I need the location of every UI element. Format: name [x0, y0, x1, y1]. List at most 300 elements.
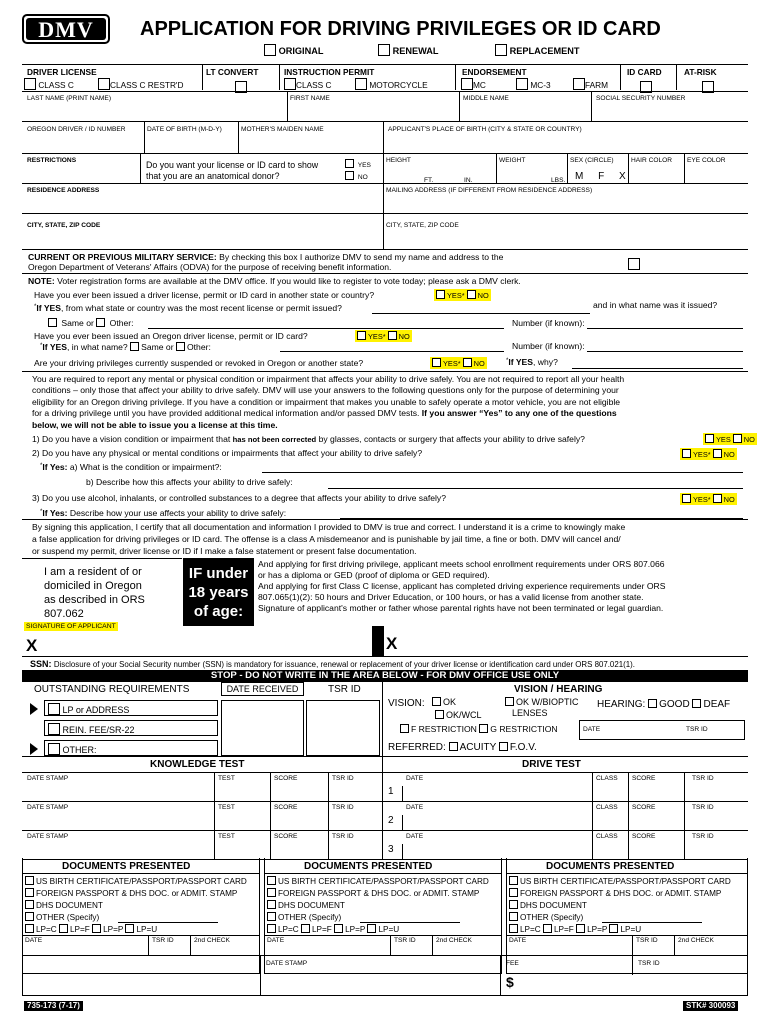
under18-l2: 18 years [188, 584, 249, 601]
certify-l3: or suspend my permit, driver license or ID if I make a false statement or present false documentation. [32, 546, 417, 556]
lpf-label: LP=F [312, 925, 332, 934]
sex-x[interactable]: X [619, 171, 632, 182]
tsr-id-box[interactable] [306, 700, 380, 756]
military-checkbox[interactable] [628, 258, 640, 270]
in-label: IN. [464, 177, 473, 184]
drive-test-number: 2 [388, 815, 394, 826]
history-q2-no: NO [398, 332, 410, 341]
class-c-label: CLASS C [38, 80, 74, 90]
office-use-banner: STOP - DO NOT WRITE IN THE AREA BELOW - FOR DMV OFFICE USE ONLY [22, 670, 748, 682]
med-q3-yes: YES* [693, 495, 711, 504]
eye-color-label: EYE COLOR [687, 157, 726, 164]
acuity-label: ACUITY [459, 742, 497, 753]
under18-r4: 807.065(1)(2): 50 hours and Driver Education, or 100 hours, or has a valid license from another state. [258, 592, 644, 602]
resident-l4: 807.062 [44, 608, 84, 620]
lp-checkbox[interactable] [48, 703, 60, 715]
q3b-star: * [506, 358, 509, 364]
resident-l3: as described in ORS [44, 594, 145, 606]
q1b-text: , from what state or country was the most recent license or permit issued? [61, 303, 342, 313]
lpu-checkbox[interactable] [609, 924, 618, 933]
fov-checkbox[interactable] [499, 742, 508, 751]
height-label: HEIGHT [386, 157, 411, 164]
med-q1-yes: YES [716, 435, 731, 444]
knowledge-test-col: TEST [218, 804, 235, 811]
med-q2-no: NO [723, 450, 735, 459]
farm-label: FARM [585, 80, 609, 90]
history-q2-no-checkbox[interactable] [388, 331, 397, 340]
weight-label: WEIGHT [499, 157, 526, 164]
q2b-bold: If YES [42, 342, 68, 352]
doc-date-label: DATE [509, 937, 527, 944]
lbs-label: LBS. [551, 177, 566, 184]
other-arrow [30, 743, 38, 755]
form-number: 735-173 (7-17) [24, 1001, 83, 1011]
knowledge-tsr-col: TSR ID [332, 775, 354, 782]
instruction-permit-label: INSTRUCTION PERMIT [284, 67, 375, 77]
sex-f[interactable]: F [598, 171, 611, 182]
parent-signature-x: X [386, 634, 398, 653]
doc-date-label: DATE [25, 937, 43, 944]
last-name-label: LAST NAME (PRINT NAME) [27, 95, 112, 102]
military-text: By checking this box I authorize DMV to send my name and address to the [216, 252, 504, 262]
med-q2-yes-checkbox[interactable] [682, 449, 691, 458]
ssn-input[interactable] [596, 104, 746, 119]
lpf-checkbox[interactable] [59, 924, 68, 933]
under-18-box [183, 558, 254, 626]
mc-checkbox[interactable] [461, 78, 473, 90]
drive-date-col: DATE [406, 775, 424, 782]
medical-q1c: by glasses, contacts or surgery that affects your ability to drive safely? [316, 434, 585, 444]
ft-label: FT. [424, 177, 434, 184]
resident-l1: I am a resident of or [44, 566, 142, 578]
medical-p5: below, we will not be able to issue you a license at this time. [32, 420, 278, 430]
q3b-bold: If YES [508, 357, 534, 367]
vision-bioptic-checkbox[interactable] [505, 697, 514, 706]
q2-other-label: Other: [186, 342, 211, 352]
other-doc-label: OTHER (Specify) [278, 913, 342, 922]
history-q3-yes: YES* [443, 359, 461, 368]
certify-l1: By signing this application, I certify that all documentation and information I provided to DMV is true and correct. I understand it is a crime to knowingly make [32, 522, 626, 532]
medical-p1: You are required to report any mental or physical condition or impairment that affects your ability to drive safely. You are not required to report all your health [32, 374, 625, 384]
history-q1-no-checkbox[interactable] [467, 290, 476, 299]
q1-same-checkbox[interactable] [48, 318, 57, 327]
drive-tsr-col: TSR ID [692, 833, 714, 840]
lpp-checkbox[interactable] [334, 924, 343, 933]
under18-l1: IF under [188, 565, 249, 582]
lpf-label: LP=F [70, 925, 90, 934]
q3-why-input[interactable] [572, 360, 743, 369]
other-doc-input[interactable] [602, 914, 702, 923]
under18-l3: of age: [193, 603, 244, 620]
at-risk-label: AT-RISK [684, 67, 717, 77]
class-c-checkbox[interactable] [24, 78, 36, 90]
lpf-checkbox[interactable] [301, 924, 310, 933]
history-q1-no: NO [477, 291, 489, 300]
original-label: ORIGINAL [278, 46, 324, 56]
sex-label: SEX (CIRCLE) [570, 157, 614, 164]
q1c-text: and in what name was it issued? [593, 300, 718, 310]
date-received-box[interactable] [221, 700, 304, 756]
outstanding-label: OUTSTANDING REQUIREMENTS [34, 684, 190, 695]
dob-input[interactable] [147, 136, 235, 151]
birthplace-input[interactable] [388, 136, 746, 151]
q1-number-label: Number (if known): [512, 318, 585, 328]
mailing-city-input[interactable] [388, 232, 746, 247]
vision-hearing-label: VISION / HEARING [514, 684, 603, 695]
vision-label: VISION: [388, 698, 425, 709]
history-q2: Have you ever been issued an Oregon driver license, permit or ID card? [34, 331, 308, 341]
drive-test-number: 3 [388, 844, 394, 855]
other-doc-input[interactable] [118, 914, 218, 923]
q1b-bold: If YES [36, 303, 62, 313]
history-q3: Are your driving privileges currently suspended or revoked in Oregon or another state? [34, 358, 364, 368]
dl-id-input[interactable] [24, 136, 142, 151]
medical-q1a: 1) Do you have a vision condition or impairment that [32, 434, 233, 444]
first-name-input[interactable] [290, 104, 455, 119]
military-bold: CURRENT OR PREVIOUS MILITARY SERVICE: [28, 252, 217, 262]
donor-question-2: that you are an anatomical donor? [146, 171, 280, 181]
f-restriction-checkbox[interactable] [400, 724, 409, 733]
other-doc-checkbox[interactable] [267, 912, 276, 921]
us-birth-checkbox[interactable] [267, 876, 276, 885]
doc-second-check-label: 2nd CHECK [678, 937, 714, 944]
dhs-doc-checkbox[interactable] [267, 900, 276, 909]
medical-p4: for a driving privilege until you have provided additional medical information and/or passed DMV tests. [32, 408, 422, 418]
fee-date-stamp-label: DATE STAMP [266, 960, 308, 967]
q2-other-checkbox[interactable] [176, 342, 185, 351]
vision-bioptic-label: OK W/BIOPTIC [516, 697, 579, 707]
referred-label: REFERRED: [388, 742, 446, 753]
med-q3a-input[interactable] [340, 510, 743, 519]
mc-label: MC [473, 80, 486, 90]
doc-tsr-label: TSR ID [152, 937, 174, 944]
med-q1-yes-checkbox[interactable] [705, 434, 714, 443]
parent-signature-input[interactable] [402, 634, 742, 654]
sex-options [575, 171, 632, 182]
q2-same-label: Same or [141, 342, 174, 352]
medical-q1b: has not been corrected [232, 435, 317, 444]
restrictions-label: RESTRICTIONS [27, 157, 77, 164]
other-doc-label: OTHER (Specify) [520, 913, 584, 922]
us-birth-checkbox[interactable] [509, 876, 518, 885]
history-q1-yes: YES* [447, 291, 465, 300]
tsr-id-label: TSR ID [328, 684, 361, 695]
maiden-name-input[interactable] [241, 136, 380, 151]
hearing-good-label: GOOD [659, 699, 690, 710]
doc-tsr-label: TSR ID [636, 937, 658, 944]
q2b-star: * [40, 343, 43, 349]
knowledge-test-col: TEST [218, 833, 235, 840]
dhs-doc-label: DHS DOCUMENT [278, 901, 345, 910]
fov-label: F.O.V. [509, 742, 537, 753]
residence-city-input[interactable] [24, 232, 379, 247]
donor-no-label: NO [357, 174, 368, 181]
rein-checkbox[interactable] [48, 723, 60, 735]
foreign-passport-label: FOREIGN PASSPORT & DHS DOC. or ADMIT. STAMP [36, 889, 238, 898]
under18-r5: Signature of applicant's mother or father whose parental rights have not been terminated or legal guardian. [258, 603, 664, 613]
signature-x: X [26, 636, 38, 655]
hearing-good-checkbox[interactable] [648, 699, 657, 708]
q2-number-input[interactable] [587, 343, 743, 352]
drive-test-number: 1 [388, 786, 394, 797]
donor-yes-checkbox[interactable] [345, 159, 354, 168]
q1-same-label: Same or [61, 318, 94, 328]
dl-label: DRIVER LICENSE [27, 67, 97, 77]
q1b-state-input[interactable] [372, 305, 590, 314]
foreign-passport-checkbox[interactable] [267, 888, 276, 897]
med-q2b-input[interactable] [328, 480, 743, 489]
other-doc-checkbox[interactable] [509, 912, 518, 921]
logo-text: DMV [26, 18, 106, 40]
motorcycle-label: MOTORCYCLE [369, 80, 428, 90]
drive-score-col: SCORE [632, 775, 656, 782]
drive-class-col: CLASS [596, 833, 618, 840]
q3b-text: , why? [533, 357, 558, 367]
other-req-checkbox[interactable] [48, 743, 60, 755]
sex-m[interactable]: M [575, 171, 590, 182]
dhs-doc-checkbox[interactable] [509, 900, 518, 909]
date-received-label: DATE RECEIVED [221, 682, 304, 696]
original-checkbox[interactable] [264, 44, 276, 56]
q1-other-input[interactable] [148, 320, 504, 329]
g-restriction-label: G RESTRICTION [490, 724, 558, 734]
q1-number-input[interactable] [587, 320, 743, 329]
knowledge-score-col: SCORE [274, 804, 298, 811]
knowledge-score-col: SCORE [274, 775, 298, 782]
knowledge-score-col: SCORE [274, 833, 298, 840]
vision-lenses-label: LENSES [512, 708, 548, 718]
vision-okwcl-label: OK/WCL [446, 710, 482, 720]
q1-other-checkbox[interactable] [96, 318, 105, 327]
middle-name-input[interactable] [463, 104, 587, 119]
vision-tsr-label: TSR ID [686, 726, 708, 733]
acuity-checkbox[interactable] [449, 742, 458, 751]
med-q3-ifyes: If Yes: [42, 508, 68, 518]
history-q3-no: NO [473, 359, 485, 368]
mc3-label: MC-3 [530, 80, 551, 90]
mailing-label: MAILING ADDRESS (IF DIFFERENT FROM RESIDENCE ADDRESS) [386, 187, 593, 194]
class-c-restr-checkbox[interactable] [98, 78, 110, 90]
maiden-name-label: MOTHER'S MAIDEN NAME [241, 126, 324, 133]
q1b-star: * [34, 304, 37, 310]
residence-input[interactable] [24, 196, 379, 211]
ip-class-c-label: CLASS C [296, 80, 332, 90]
under18-r3: And applying for first Class C license, applicant has completed driving experience requirements under ORS [258, 581, 666, 591]
fee-dollar: $ [506, 974, 514, 990]
lpu-checkbox[interactable] [125, 924, 134, 933]
drive-test-label: DRIVE TEST [522, 759, 581, 770]
lpu-checkbox[interactable] [367, 924, 376, 933]
drive-tsr-col: TSR ID [692, 804, 714, 811]
med-q2-star: * [40, 463, 43, 469]
lpp-checkbox[interactable] [92, 924, 101, 933]
last-name-input[interactable] [24, 104, 284, 119]
foreign-passport-label: FOREIGN PASSPORT & DHS DOC. or ADMIT. STAMP [278, 889, 480, 898]
drive-date-col: DATE [406, 804, 424, 811]
dmv-logo [22, 14, 110, 44]
g-restriction-checkbox[interactable] [479, 724, 488, 733]
drive-date-col: DATE [406, 833, 424, 840]
replacement-checkbox[interactable] [495, 44, 507, 56]
med-q3-star: * [40, 509, 43, 515]
history-q3-no-checkbox[interactable] [463, 358, 472, 367]
med-q2-no-checkbox[interactable] [713, 449, 722, 458]
ssn-disclosure-text: Disclosure of your Social Security number (SSN) is mandatory for issuance, renewal or replacement of your driver license or identification card under ORS 807.021(1). [53, 660, 635, 669]
lpp-label: LP=P [103, 925, 124, 934]
documents-title: DOCUMENTS PRESENTED [546, 861, 675, 872]
us-birth-label: US BIRTH CERTIFICATE/PASSPORT/PASSPORT CARD [36, 877, 247, 886]
q2-number-label: Number (if known): [512, 341, 585, 351]
med-q2-ifyes: If Yes: [42, 462, 68, 472]
lpc-checkbox[interactable] [509, 924, 518, 933]
doc-tsr-label: TSR ID [394, 937, 416, 944]
resident-l2: domiciled in Oregon [44, 580, 142, 592]
dhs-doc-label: DHS DOCUMENT [36, 901, 103, 910]
lpc-checkbox[interactable] [267, 924, 276, 933]
under18-r2: or has a diploma or GED (proof of diploma or GED required). [258, 570, 490, 580]
knowledge-date-stamp-label: DATE STAMP [27, 833, 69, 840]
military-line2: Oregon Department of Veterans' Affairs (ODVA) for the purpose of receiving benefit information. [28, 262, 392, 272]
ssn-disclosure-label: SSN: [30, 659, 52, 669]
vision-ok-checkbox[interactable] [432, 697, 441, 706]
city-label-2: CITY, STATE, ZIP CODE [386, 222, 459, 229]
dob-label: DATE OF BIRTH (M-D-Y) [147, 126, 222, 133]
vision-okwcl-checkbox[interactable] [435, 710, 444, 719]
history-q1-yes-checkbox[interactable] [436, 290, 445, 299]
certify-l2: a false application for driving privileges or ID card. The offense is a class A misdemeanor and is punishable by jail time, a fine or both. DMV will cancel and/ [32, 534, 621, 544]
medical-q3: 3) Do you use alcohol, inhalants, or controlled substances to a degree that affects your ability to drive safely? [32, 493, 447, 503]
fee-label: FEE [506, 960, 519, 967]
rein-label: REIN. FEE/SR-22 [62, 725, 135, 735]
lpc-label: LP=C [520, 925, 541, 934]
replacement-label: REPLACEMENT [509, 46, 580, 56]
foreign-passport-checkbox[interactable] [509, 888, 518, 897]
signature-divider [372, 626, 384, 656]
med-q2a-input[interactable] [262, 464, 743, 473]
hearing-deaf-label: DEAF [703, 699, 731, 710]
history-q2-yes: YES* [368, 332, 386, 341]
lpu-label: LP=U [620, 925, 642, 934]
other-doc-checkbox[interactable] [25, 912, 34, 921]
knowledge-tsr-col: TSR ID [332, 833, 354, 840]
donor-no-checkbox[interactable] [345, 171, 354, 180]
lpu-label: LP=U [136, 925, 158, 934]
med-q1-no: NO [743, 435, 755, 444]
history-q3-yes-checkbox[interactable] [432, 358, 441, 367]
med-q3-yes-checkbox[interactable] [682, 494, 691, 503]
vision-date-box[interactable] [579, 720, 745, 740]
lpp-checkbox[interactable] [576, 924, 585, 933]
drive-class-col: CLASS [596, 804, 618, 811]
lt-convert-label: LT CONVERT [206, 67, 259, 77]
lpf-checkbox[interactable] [543, 924, 552, 933]
lp-arrow [30, 703, 38, 715]
hearing-deaf-checkbox[interactable] [692, 699, 701, 708]
under18-r1: And applying for first driving privilege, applicant meets school enrollment requirements under ORS 807.066 [258, 559, 665, 569]
history-q2-yes-checkbox[interactable] [357, 331, 366, 340]
q2-same-checkbox[interactable] [130, 342, 139, 351]
lpf-label: LP=F [554, 925, 574, 934]
first-name-label: FIRST NAME [290, 95, 330, 102]
other-doc-label: OTHER (Specify) [36, 913, 100, 922]
hearing-label: HEARING: [597, 699, 646, 710]
form-title: APPLICATION FOR DRIVING PRIVILEGES OR ID CARD [140, 18, 661, 40]
knowledge-test-label: KNOWLEDGE TEST [150, 759, 245, 770]
medical-p2: conditions – only those that affect your ability to drive safely. DMV will use your answers to the following questions only for the purpose of determining your [32, 385, 619, 395]
signature-label: SIGNATURE OF APPLICANT [26, 623, 116, 630]
ssn-label: SOCIAL SECURITY NUMBER [596, 95, 686, 102]
med-q3-no: NO [723, 495, 735, 504]
knowledge-date-stamp-label: DATE STAMP [27, 804, 69, 811]
city-label-1: CITY, STATE, ZIP CODE [27, 222, 101, 229]
foreign-passport-label: FOREIGN PASSPORT & DHS DOC. or ADMIT. STAMP [520, 889, 722, 898]
us-birth-checkbox[interactable] [25, 876, 34, 885]
knowledge-test-col: TEST [218, 775, 235, 782]
lpp-label: LP=P [345, 925, 366, 934]
mc3-checkbox[interactable] [516, 78, 528, 90]
med-q1-no-checkbox[interactable] [733, 434, 742, 443]
birthplace-label: APPLICANT'S PLACE OF BIRTH (CITY & STATE OR COUNTRY) [388, 126, 582, 133]
us-birth-label: US BIRTH CERTIFICATE/PASSPORT/PASSPORT CARD [278, 877, 489, 886]
lpp-label: LP=P [587, 925, 608, 934]
medical-p3: eligibility for an Oregon driving privilege. If you have a condition or impairment that makes you unable to safely operate a motor vehicle, you are not eligible [32, 397, 621, 407]
history-q1: Have you ever been issued a driver license, permit or ID card in another state or country? [34, 290, 375, 300]
medical-q3a: Describe how your use affects your ability to drive safely: [67, 508, 287, 518]
vision-date-label: DATE [583, 726, 601, 733]
q2b-text: , in what name? [67, 342, 128, 352]
fee-tsr-label: TSR ID [638, 960, 660, 967]
lpc-label: LP=C [36, 925, 57, 934]
mailing-input[interactable] [388, 196, 746, 211]
medical-q2: 2) Do you have any physical or mental conditions or impairments that affect your ability to drive safely? [32, 448, 423, 458]
farm-checkbox[interactable] [573, 78, 585, 90]
endorsement-label: ENDORSEMENT [462, 67, 527, 77]
drive-tsr-col: TSR ID [692, 775, 714, 782]
lpc-checkbox[interactable] [25, 924, 34, 933]
other-req-label: OTHER: [62, 745, 97, 755]
med-q3-no-checkbox[interactable] [713, 494, 722, 503]
lpu-label: LP=U [378, 925, 400, 934]
stock-number: STK# 300093 [683, 1001, 738, 1011]
knowledge-tsr-col: TSR ID [332, 804, 354, 811]
fee-input[interactable] [518, 972, 618, 990]
dmv-form [22, 14, 755, 1014]
q2-other-input[interactable] [280, 343, 504, 352]
documents-title: DOCUMENTS PRESENTED [304, 861, 433, 872]
dhs-doc-label: DHS DOCUMENT [520, 901, 587, 910]
dhs-doc-checkbox[interactable] [25, 900, 34, 909]
medical-q2b: b) Describe how this affects your ability to drive safely: [86, 477, 293, 487]
id-card-label: ID CARD [627, 67, 662, 77]
lpc-label: LP=C [278, 925, 299, 934]
q1-other-label: Other: [109, 318, 134, 328]
donor-yes-label: YES [357, 162, 371, 169]
middle-name-label: MIDDLE NAME [463, 95, 509, 102]
drive-score-col: SCORE [632, 804, 656, 811]
foreign-passport-checkbox[interactable] [25, 888, 34, 897]
medical-p4b: If you answer “Yes” to any one of the questions [421, 408, 617, 418]
applicant-signature-input[interactable] [42, 634, 372, 654]
us-birth-label: US BIRTH CERTIFICATE/PASSPORT/PASSPORT CARD [520, 877, 731, 886]
renewal-checkbox[interactable] [378, 44, 390, 56]
doc-second-check-label: 2nd CHECK [436, 937, 472, 944]
motorcycle-checkbox[interactable] [355, 78, 367, 90]
lp-label: LP or ADDRESS [62, 705, 130, 715]
other-doc-input[interactable] [360, 914, 460, 923]
doc-date-label: DATE [267, 937, 285, 944]
medical-q2a: a) What is the condition or impairment?: [67, 462, 222, 472]
ip-class-c-checkbox[interactable] [284, 78, 296, 90]
